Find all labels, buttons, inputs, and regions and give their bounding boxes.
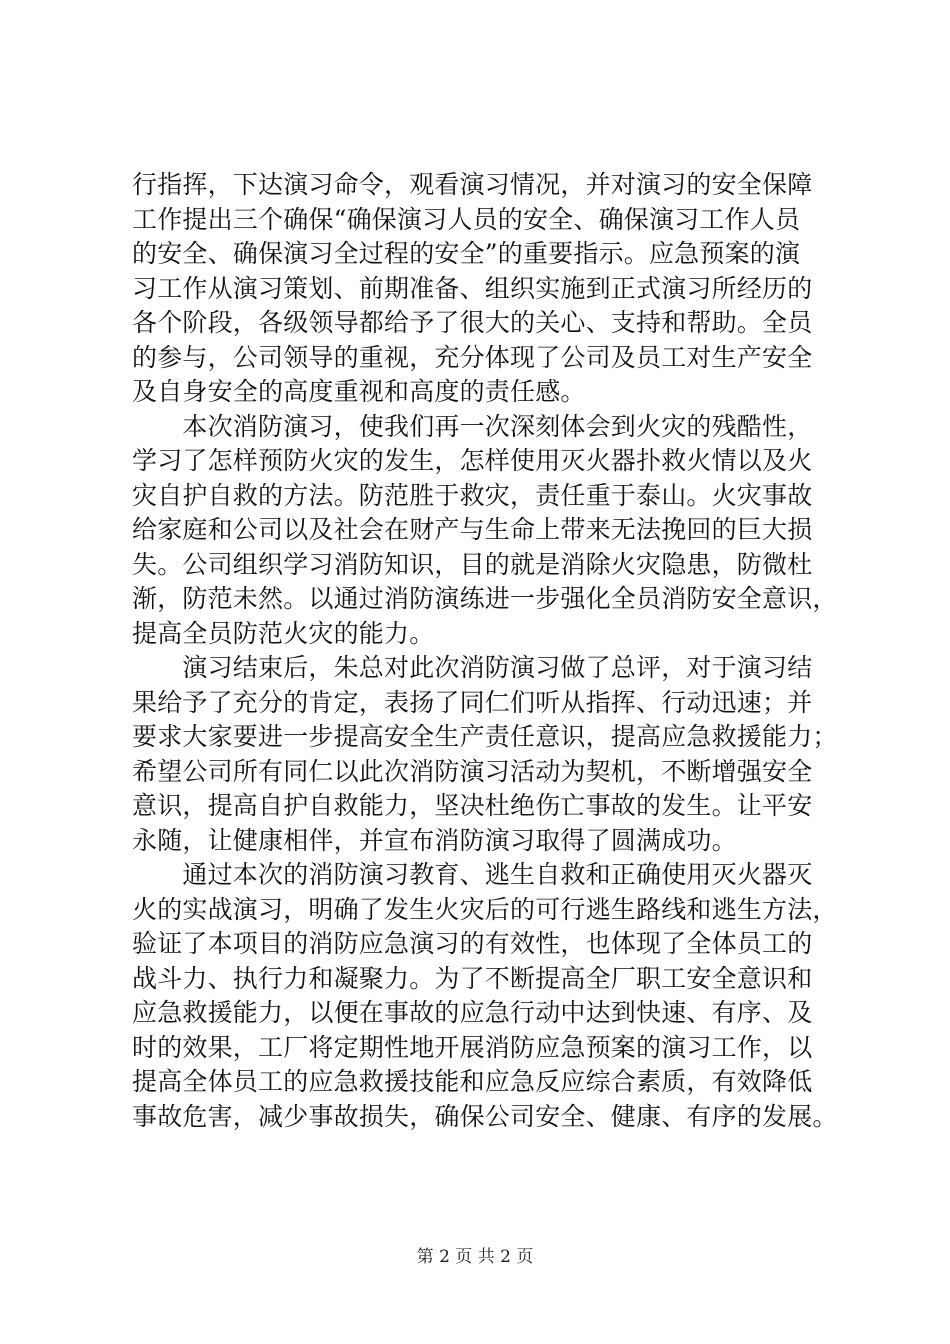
text-line: 各个阶段，各级领导都给予了很大的关心、支持和帮助。全员 bbox=[132, 308, 813, 337]
text-line: 通过本次的消防演习教育、逃生自救和正确使用灭火器灭 bbox=[132, 860, 813, 889]
text-line: 及自身安全的高度重视和高度的责任感。 bbox=[132, 377, 586, 406]
text-line: 意识，提高自护自救能力，坚决杜绝伤亡事故的发生。让平安 bbox=[132, 791, 813, 820]
text-line: 要求大家要进一步提高安全生产责任意识，提高应急救援能力； bbox=[132, 722, 838, 751]
text-line: 提高全体员工的应急救援技能和应急反应综合素质，有效降低 bbox=[132, 1067, 813, 1096]
document-body bbox=[132, 168, 852, 1134]
text-line: 果给予了充分的肯定，表扬了同仁们听从指挥、行动迅速；并 bbox=[132, 687, 813, 717]
text-line: 失。公司组织学习消防知识，目的就是消除火灾隐患，防微杜 bbox=[132, 549, 813, 579]
text-line: 永随，让健康相伴，并宣布消防演习取得了圆满成功。 bbox=[132, 825, 737, 855]
text-line: 应急救援能力，以便在事故的应急行动中达到快速、有序、及 bbox=[132, 998, 813, 1027]
text-line: 行指挥，下达演习命令，观看演习情况，并对演习的安全保障 bbox=[132, 170, 813, 199]
text-line: 本次消防演习，使我们再一次深刻体会到火灾的残酷性， bbox=[132, 411, 813, 441]
text-line: 渐，防范未然。以通过消防演练进一步强化全员消防安全意识， bbox=[132, 584, 838, 613]
text-line: 演习结束后，朱总对此次消防演习做了总评，对于演习结 bbox=[132, 653, 813, 682]
text-line: 提高全员防范火灾的能力。 bbox=[132, 618, 435, 648]
text-line: 的参与，公司领导的重视，充分体现了公司及员工对生产安全 bbox=[132, 342, 813, 372]
text-line: 时的效果，工厂将定期性地开展消防应急预案的演习工作，以 bbox=[132, 1032, 813, 1062]
text-line: 战斗力、执行力和凝聚力。为了不断提高全厂职工安全意识和 bbox=[132, 963, 813, 993]
text-line: 灾自护自救的方法。防范胜于救灾，责任重于泰山。火灾事故 bbox=[132, 480, 813, 510]
text-line: 事故危害，减少事故损失，确保公司安全、健康、有序的发展。 bbox=[132, 1101, 838, 1131]
text-line: 希望公司所有同仁以此次消防演习活动为契机，不断增强安全 bbox=[132, 756, 813, 786]
text-line: 给家庭和公司以及社会在财产与生命上带来无法挽回的巨大损 bbox=[132, 515, 813, 544]
text-line: 工作提出三个确保“确保演习人员的安全、确保演习工作人员 bbox=[132, 204, 801, 234]
page-number-footer: 第 2 页 共 2 页 bbox=[416, 1247, 534, 1267]
text-line: 的安全、确保演习全过程的安全”的重要指示。应急预案的演 bbox=[132, 239, 801, 268]
text-line: 火的实战演习，明确了发生火灾后的可行逃生路线和逃生方法， bbox=[132, 894, 838, 924]
text-line: 验证了本项目的消防应急演习的有效性，也体现了全体员工的 bbox=[132, 929, 813, 958]
text-line: 习工作从演习策划、前期准备、组织实施到正式演习所经历的 bbox=[132, 273, 813, 303]
text-line: 学习了怎样预防火灾的发生，怎样使用灭火器扑救火情以及火 bbox=[132, 446, 813, 475]
